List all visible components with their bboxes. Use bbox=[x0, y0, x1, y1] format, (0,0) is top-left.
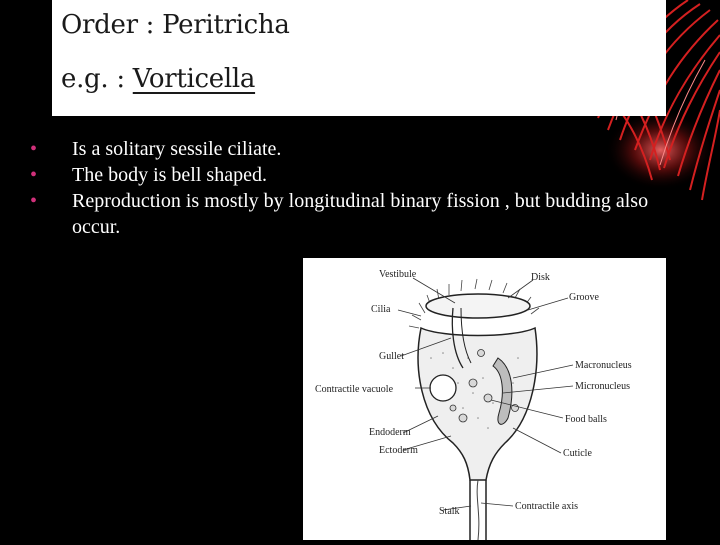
label-contractile-vacuole: Contractile vacuole bbox=[315, 384, 394, 395]
genus-name: Vorticella bbox=[132, 64, 256, 94]
label-ectoderm: Ectoderm bbox=[379, 445, 418, 456]
label-cilia: Cilia bbox=[371, 304, 391, 315]
disk-shape bbox=[426, 294, 530, 318]
bullet-text: Reproduction is mostly by longitudinal binary fission , but budding also occur. bbox=[72, 190, 649, 238]
bullet-text: Is a solitary sessile ciliate. bbox=[72, 138, 282, 160]
bullet-dot-icon: • bbox=[30, 164, 38, 186]
example-prefix: e.g. : bbox=[61, 64, 133, 94]
bullet-item bbox=[30, 162, 670, 188]
contractile-vacuole-shape bbox=[430, 375, 456, 401]
bullet-item bbox=[30, 136, 670, 162]
label-macronucleus: Macronucleus bbox=[575, 360, 632, 371]
bullet-text: The body is bell shaped. bbox=[72, 164, 267, 186]
label-cuticle: Cuticle bbox=[563, 448, 592, 459]
contractile-axis-shape bbox=[477, 480, 479, 540]
bullet-dot-icon: • bbox=[30, 190, 38, 212]
vorticella-diagram bbox=[303, 258, 666, 540]
vorticella-illustration bbox=[303, 258, 666, 540]
example-line bbox=[61, 64, 255, 94]
label-micronucleus: Micronucleus bbox=[575, 381, 630, 392]
order-title: Order : Peritricha bbox=[61, 10, 290, 40]
label-vestibule: Vestibule bbox=[379, 269, 417, 280]
bullet-item bbox=[30, 188, 670, 240]
bell-body bbox=[418, 328, 537, 480]
label-gullet: Gullet bbox=[379, 351, 404, 362]
label-contractile-axis: Contractile axis bbox=[515, 501, 579, 512]
bullet-dot-icon: • bbox=[30, 138, 38, 160]
label-groove: Groove bbox=[569, 292, 599, 303]
label-stalk: Stalk bbox=[439, 506, 460, 517]
label-food-balls: Food balls bbox=[565, 414, 607, 425]
label-endoderm: Endoderm bbox=[369, 427, 411, 438]
title-box bbox=[52, 0, 666, 116]
bullet-list bbox=[30, 136, 670, 240]
label-disk: Disk bbox=[531, 272, 550, 283]
